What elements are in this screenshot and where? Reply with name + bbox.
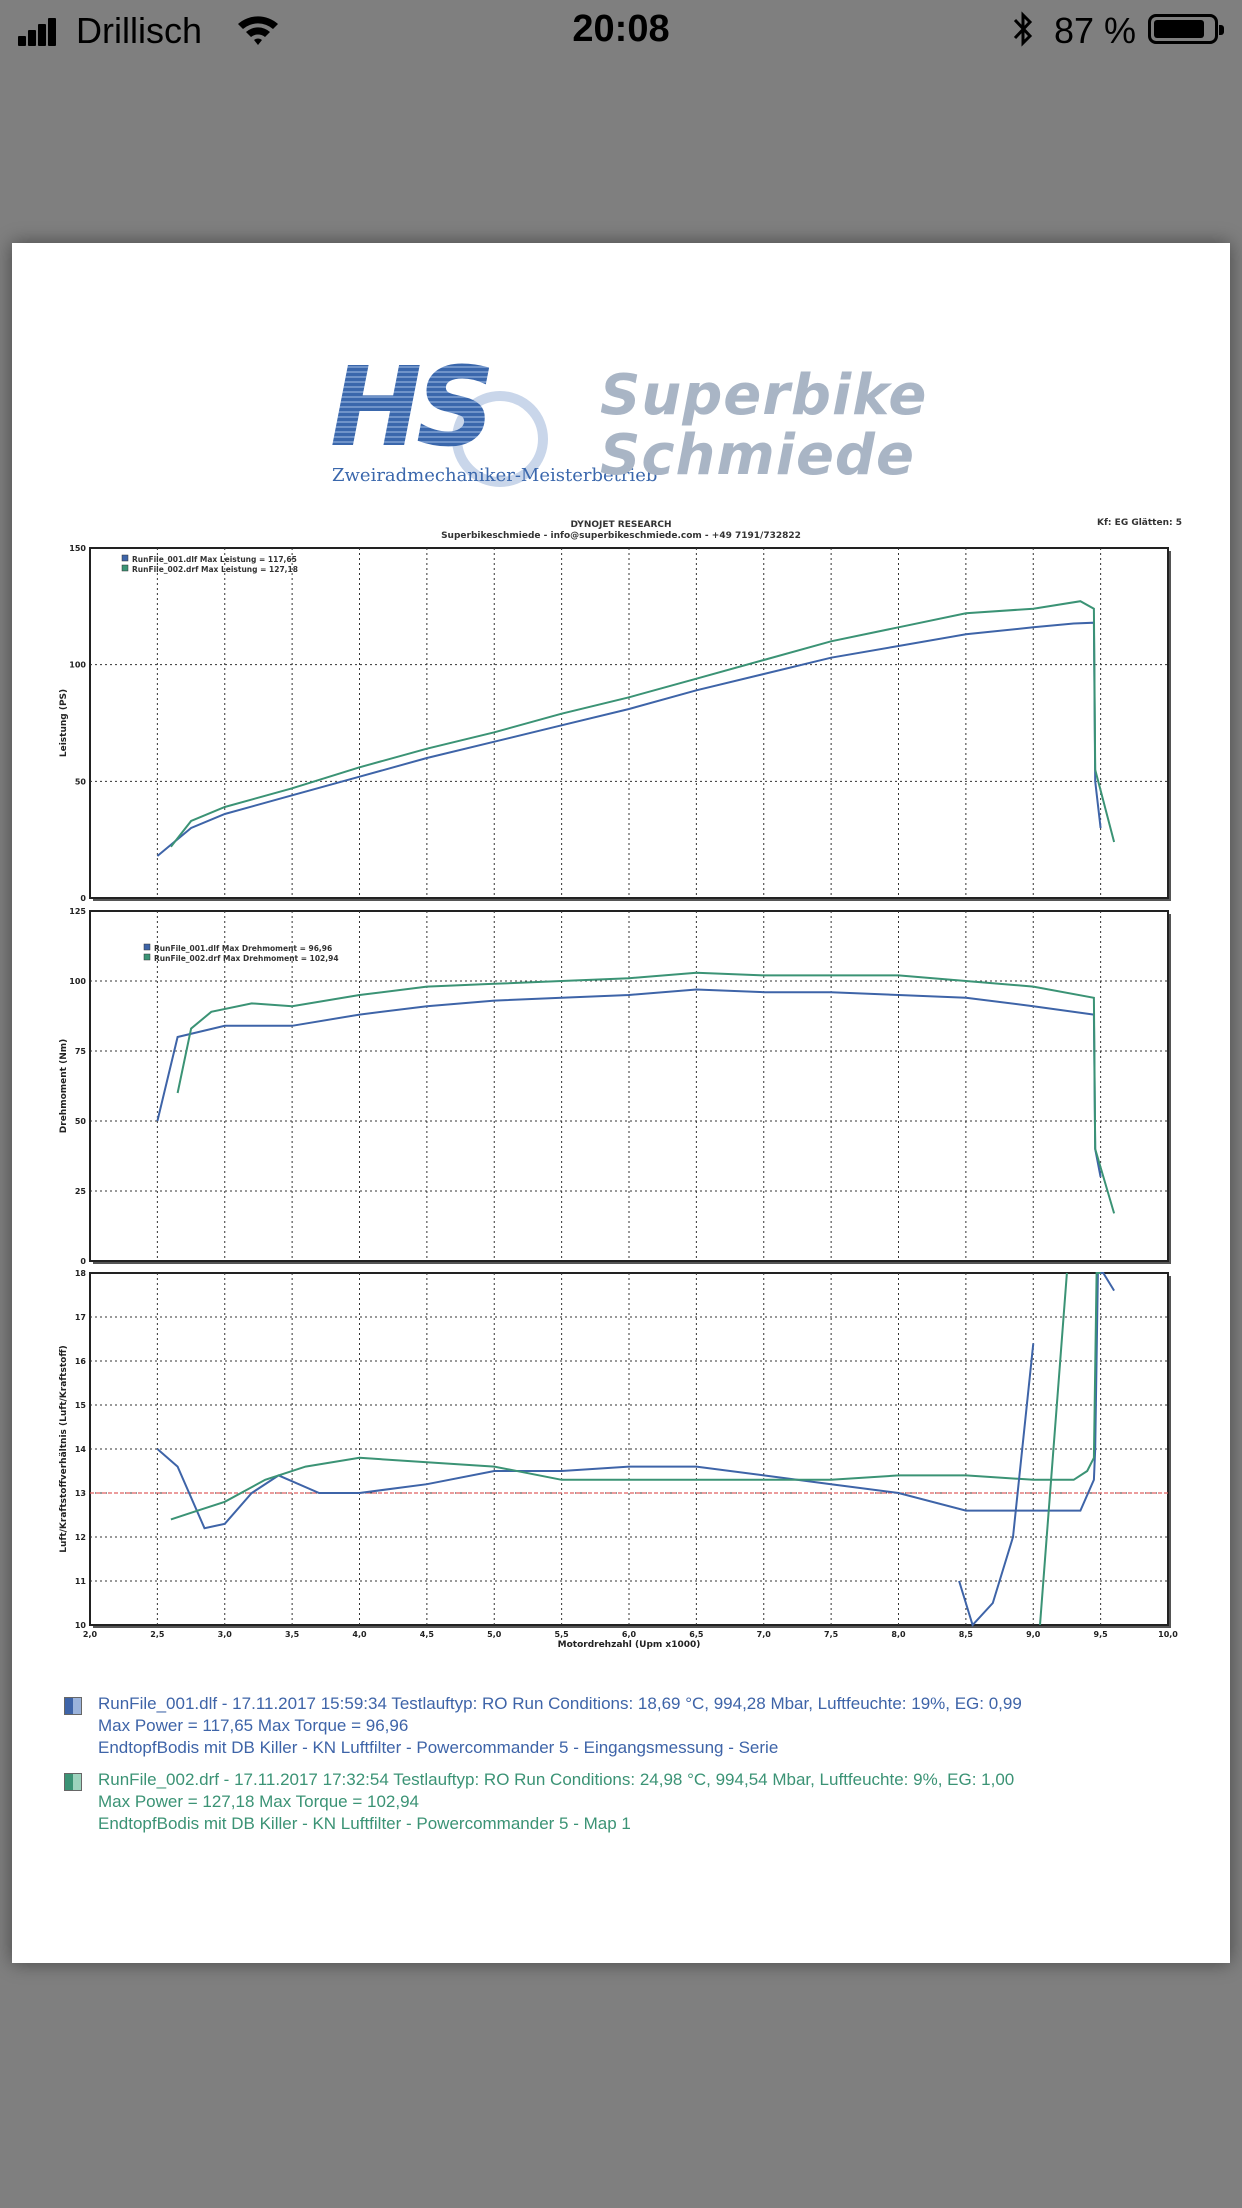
y-tick-label: 13	[74, 1489, 86, 1498]
report-settings: Kf: EG Glätten: 5	[1097, 518, 1182, 528]
legend-run1-line2: Max Power = 117,65 Max Torque = 96,96	[98, 1716, 409, 1735]
y-tick-label: 17	[74, 1313, 86, 1322]
legend-run1-line3: EndtopfBodis mit DB Killer - KN Luftfilter - Powercommander 5 - Eingangsmessung - Serie	[98, 1738, 779, 1757]
legend-swatch-run1	[64, 1697, 82, 1715]
logo-brand-line2: Schmiede	[600, 423, 915, 488]
legend-run1-line1: RunFile_001.dlf - 17.11.2017 15:59:34 Testlauftyp: RO Run Conditions: 18,69 °C, 994,28 Mbar, Luftfeuchte: 19%, EG: 0,99	[98, 1694, 1022, 1713]
chart-panel-3	[59, 1269, 1178, 1650]
chart-legend-swatch	[144, 954, 150, 960]
x-axis-label: Motordrehzahl (Upm x1000)	[557, 1640, 701, 1650]
y-tick-label: 16	[74, 1357, 86, 1366]
status-bar	[0, 0, 1242, 60]
legend-run2-line1: RunFile_002.drf - 17.11.2017 17:32:54 Testlauftyp: RO Run Conditions: 24,98 °C, 994,54 Mbar, Luftfeuchte: 9%, EG: 1,00	[98, 1770, 1015, 1789]
x-tick-label: 10,0	[1158, 1630, 1178, 1639]
x-tick-label: 4,5	[419, 1630, 434, 1639]
legend-entry-run1	[64, 1693, 1204, 1759]
y-axis-label: Drehmoment (Nm)	[59, 1038, 69, 1134]
y-tick-label: 150	[69, 544, 86, 553]
document-page[interactable]	[12, 243, 1230, 1963]
x-tick-label: 7,0	[756, 1630, 771, 1639]
chart-legend-swatch	[122, 555, 128, 561]
legend-swatch-run2	[64, 1773, 82, 1791]
report-subtitle: Superbikeschmiede - info@superbikeschmiede.com - +49 7191/732822	[441, 531, 801, 541]
y-tick-label: 100	[69, 660, 86, 670]
y-tick-label: 0	[80, 894, 86, 903]
chart-legend-label: RunFile_002.drf Max Leistung = 127,18	[132, 565, 298, 574]
chart-legend-label: RunFile_002.drf Max Drehmoment = 102,94	[154, 954, 339, 963]
x-tick-label: 2,0	[82, 1630, 98, 1639]
x-tick-label: 6,5	[689, 1630, 704, 1639]
chart-panel-1	[59, 544, 1171, 903]
chart-panel-2	[59, 907, 1171, 1266]
run-legend	[64, 1693, 1204, 1845]
y-tick-label: 0	[80, 1257, 86, 1266]
battery-percentage: 87 %	[1054, 10, 1137, 51]
x-tick-label: 9,5	[1093, 1630, 1108, 1639]
y-tick-label: 125	[69, 907, 86, 916]
y-axis-label: Luft/Kraftstoffverhältnis (Luft/Kraftstoff)	[59, 1345, 69, 1553]
chart-legend-label: RunFile_001.dlf Max Drehmoment = 96,96	[154, 944, 333, 953]
logo-brand-line1: Superbike	[600, 363, 928, 428]
x-tick-label: 8,0	[891, 1630, 906, 1639]
y-axis-label: Leistung (PS)	[59, 688, 69, 758]
chart-legend-swatch	[122, 565, 128, 571]
clock: 20:08	[572, 8, 670, 50]
bluetooth-icon	[1010, 10, 1036, 48]
y-tick-label: 25	[74, 1187, 86, 1196]
logo-tagline: Zweiradmechaniker-Meisterbetrieb	[332, 465, 658, 486]
x-tick-label: 9,0	[1026, 1630, 1041, 1639]
legend-run2-line2: Max Power = 127,18 Max Torque = 102,94	[98, 1792, 419, 1811]
y-tick-label: 50	[74, 1117, 86, 1126]
y-tick-label: 10	[74, 1621, 86, 1630]
x-tick-label: 3,0	[217, 1630, 232, 1639]
y-tick-label: 50	[74, 777, 86, 787]
y-tick-label: 18	[74, 1269, 86, 1278]
x-tick-label: 7,5	[824, 1630, 839, 1639]
y-tick-label: 75	[74, 1047, 86, 1056]
legend-run2-line3: EndtopfBodis mit DB Killer - KN Luftfilter - Powercommander 5 - Map 1	[98, 1814, 631, 1833]
y-tick-label: 14	[74, 1445, 86, 1454]
x-tick-label: 6,0	[621, 1630, 637, 1639]
chart-legend-swatch	[144, 944, 150, 950]
y-tick-label: 100	[69, 977, 86, 986]
x-tick-label: 2,5	[150, 1630, 165, 1639]
y-tick-label: 15	[74, 1401, 86, 1410]
carrier-name: Drillisch	[76, 10, 202, 51]
report-title: DYNOJET RESEARCH	[570, 520, 672, 530]
logo-initials: HS	[330, 343, 490, 471]
x-tick-label: 3,5	[285, 1630, 300, 1639]
legend-entry-run2	[64, 1769, 1204, 1835]
x-tick-label: 4,0	[352, 1630, 367, 1639]
chart-legend-label: RunFile_001.dlf Max Leistung = 117,65	[132, 555, 297, 564]
y-tick-label: 11	[74, 1577, 86, 1586]
x-tick-label: 8,5	[958, 1630, 973, 1639]
battery-icon	[1148, 14, 1218, 44]
x-tick-label: 5,0	[487, 1630, 502, 1639]
x-tick-label: 5,5	[554, 1630, 569, 1639]
y-tick-label: 12	[74, 1533, 86, 1542]
